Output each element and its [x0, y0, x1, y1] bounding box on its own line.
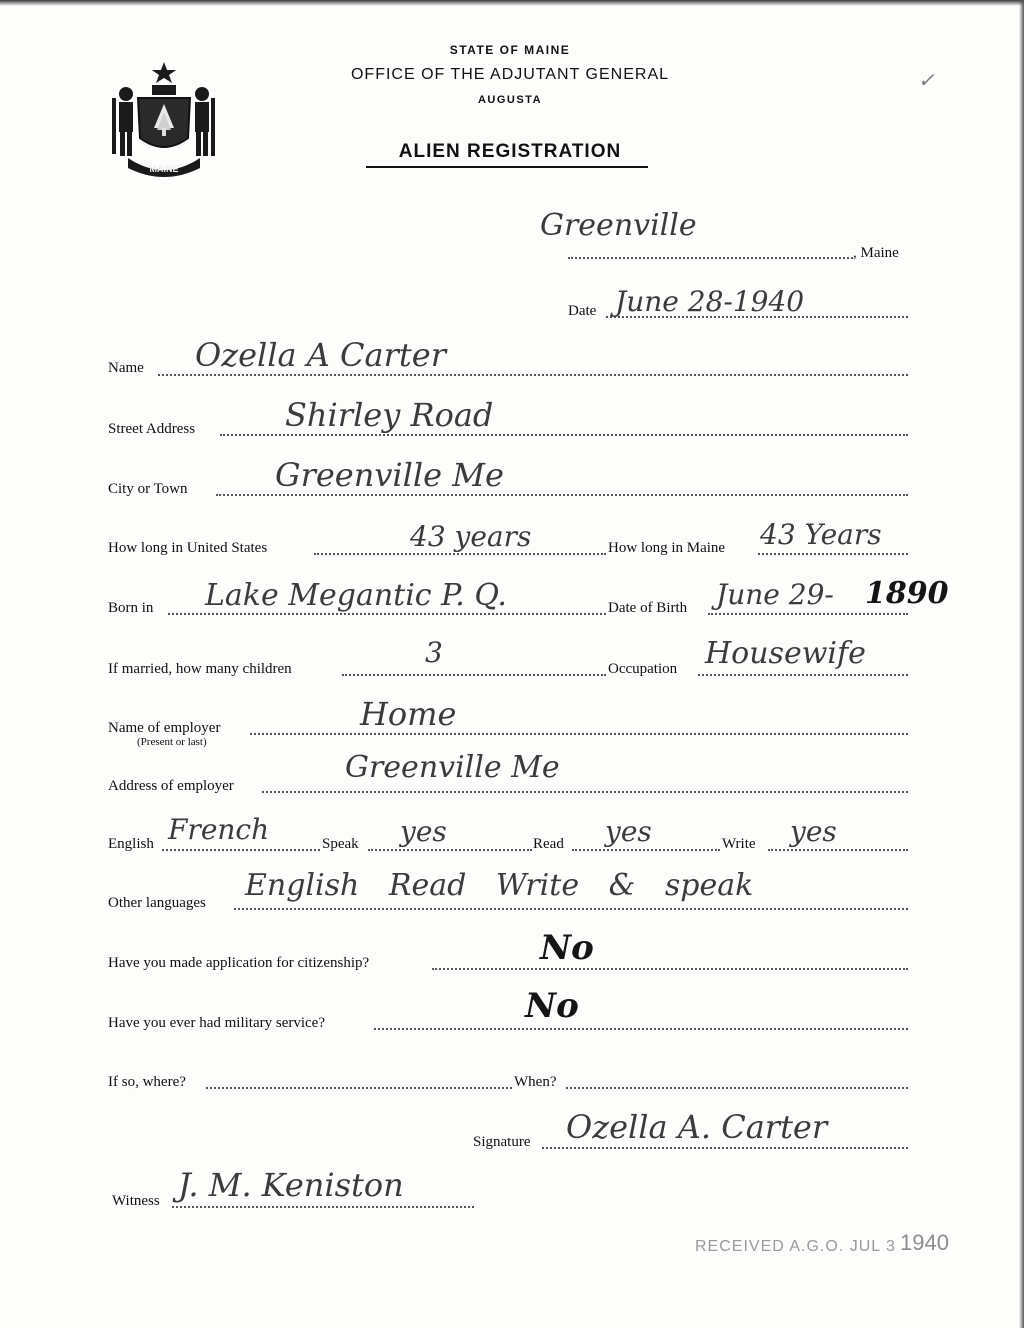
date-label: Date	[568, 303, 597, 319]
born-line	[168, 613, 606, 615]
employer-line	[250, 733, 908, 735]
read-line	[572, 849, 720, 851]
signature-value[interactable]: Ozella A. Carter	[566, 1108, 828, 1146]
other-languages-value[interactable]: English Read Write & speak	[245, 868, 754, 903]
name-value[interactable]: Ozella A Carter	[195, 336, 446, 374]
received-stamp-year: 1940	[900, 1230, 949, 1255]
other-languages-label: Other languages	[108, 895, 206, 911]
header-state: STATE OF MAINE	[449, 43, 571, 57]
read-value[interactable]: yes	[605, 815, 652, 848]
speak-value[interactable]: yes	[400, 815, 447, 848]
date-value[interactable]: June 28-1940	[615, 285, 805, 318]
write-line	[768, 849, 908, 851]
military-value[interactable]: No	[525, 986, 579, 1026]
city-label: City or Town	[108, 481, 188, 497]
maine-duration-label: How long in Maine	[608, 540, 726, 556]
form-title: ALIEN REGISTRATION	[398, 141, 622, 162]
occupation-value[interactable]: Housewife	[705, 636, 866, 671]
street-label: Street Address	[108, 421, 196, 437]
employer-sublabel: (Present or last)	[137, 736, 207, 748]
street-line	[220, 434, 908, 436]
seal-text: MAINE	[149, 164, 179, 174]
born-value[interactable]: Lake Megantic P. Q.	[205, 578, 507, 613]
scan-edge-right	[1019, 0, 1024, 1328]
us-duration-value[interactable]: 43 years	[410, 520, 532, 553]
born-label: Born in	[108, 600, 154, 616]
birth-date-value-a[interactable]: June 29-	[716, 578, 834, 611]
maine-duration-value[interactable]: 43 Years	[760, 518, 882, 551]
where-line	[206, 1087, 512, 1089]
witness-value[interactable]: J. M. Keniston	[178, 1166, 404, 1204]
citizenship-value[interactable]: No	[540, 928, 594, 968]
children-line	[342, 674, 606, 676]
name-label: Name	[108, 360, 144, 376]
town-suffix: , Maine	[853, 245, 899, 261]
street-value[interactable]: Shirley Road	[285, 396, 494, 434]
occupation-line	[698, 674, 908, 676]
header-office: OFFICE OF THE ADJUTANT GENERAL	[350, 66, 670, 83]
other-languages-line	[234, 908, 908, 910]
english-value[interactable]: French	[168, 813, 270, 846]
birth-date-value-b[interactable]: 1890	[865, 576, 949, 611]
employer-value[interactable]: Home	[360, 695, 457, 733]
us-duration-line	[314, 553, 606, 555]
where-label: If so, where?	[108, 1074, 186, 1090]
received-stamp: RECEIVED A.G.O. JUL 3	[695, 1238, 896, 1255]
occupation-label: Occupation	[608, 661, 678, 677]
english-line	[162, 849, 320, 851]
birth-date-line	[708, 613, 908, 615]
maine-state-seal-icon	[108, 58, 220, 180]
citizenship-label: Have you made application for citizenship?	[108, 955, 370, 971]
witness-label: Witness	[112, 1193, 160, 1209]
maine-duration-line	[758, 553, 908, 555]
military-label: Have you ever had military service?	[108, 1015, 325, 1031]
english-label: English	[108, 836, 154, 852]
when-line	[566, 1087, 908, 1089]
us-duration-label: How long in United States	[108, 540, 268, 556]
citizenship-line	[432, 968, 908, 970]
signature-label: Signature	[473, 1134, 531, 1150]
military-line	[374, 1028, 908, 1030]
children-label: If married, how many children	[108, 661, 292, 677]
children-value[interactable]: 3	[425, 636, 443, 669]
employer-address-value[interactable]: Greenville Me	[345, 750, 560, 785]
name-line	[158, 374, 908, 376]
when-label: When?	[514, 1074, 557, 1090]
title-underline	[366, 166, 648, 168]
speak-line	[368, 849, 532, 851]
employer-address-line	[262, 791, 908, 793]
witness-line	[172, 1206, 474, 1208]
city-line	[216, 494, 908, 496]
scan-edge-top	[0, 0, 1024, 6]
read-label: Read	[533, 836, 564, 852]
write-value[interactable]: yes	[790, 815, 837, 848]
header-city: AUGUSTA	[477, 94, 543, 106]
employer-address-label: Address of employer	[108, 778, 234, 794]
speak-label: Speak	[322, 836, 359, 852]
margin-check-mark: ✓	[918, 68, 935, 92]
signature-line	[542, 1147, 908, 1149]
birth-date-label: Date of Birth	[608, 600, 688, 616]
town-line	[568, 257, 853, 259]
employer-label: Name of employer	[108, 720, 221, 736]
town-value[interactable]: Greenville	[540, 208, 697, 243]
city-value[interactable]: Greenville Me	[275, 456, 504, 494]
write-label: Write	[722, 836, 756, 852]
